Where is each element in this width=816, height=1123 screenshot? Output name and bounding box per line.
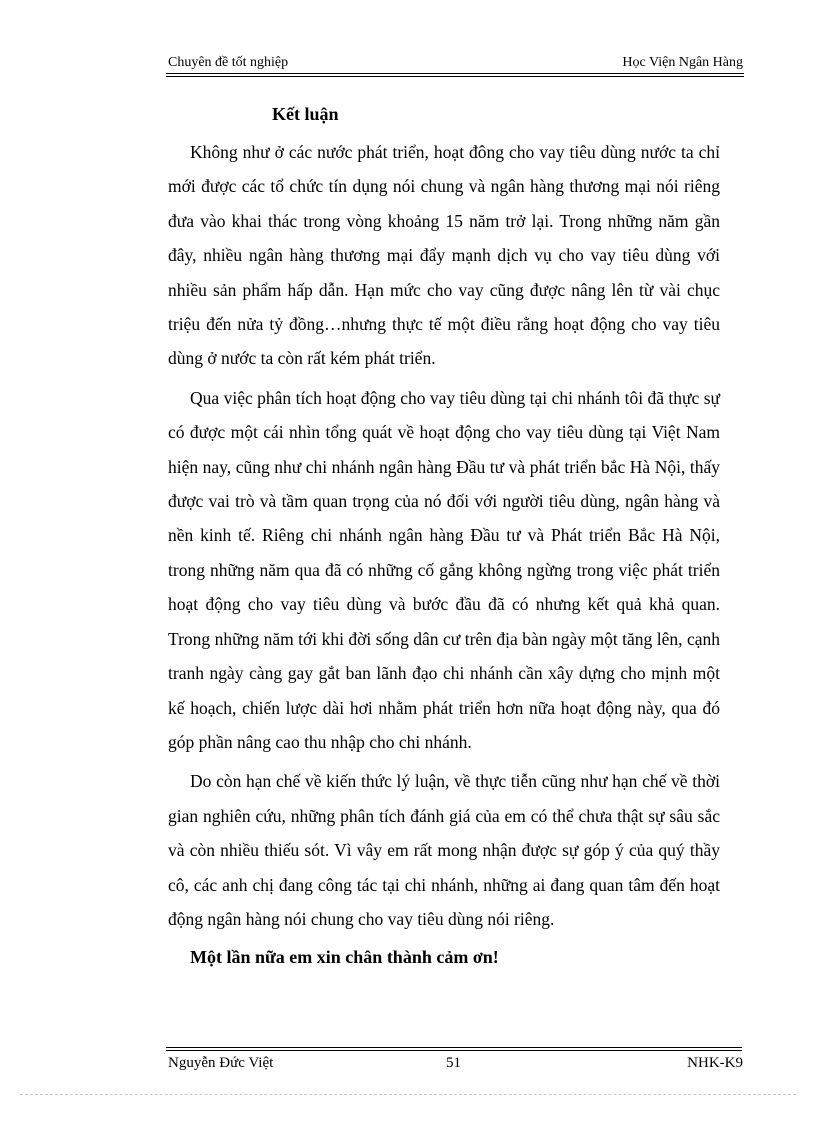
footer-class-code: NHK-K9 [687, 1055, 743, 1071]
footer-page-number: 51 [446, 1055, 461, 1071]
section-heading: Kết luận [272, 104, 339, 124]
page-bottom-edge [20, 1094, 796, 1095]
footer-rule-bottom [166, 1050, 742, 1051]
paragraph-2: Qua việc phân tích hoạt động cho vay tiêu dùng tại chi nhánh tôi đã thực sự có được một cái nhìn tổng quát về hoạt động cho vay tiêu dùng tại Việt Nam hiện nay, cũng như chi nhánh ngân hàng Đầu tư và phát triển bắc Hà Nội, thấy được vai trò và tầm quan trọng của nó đối với người tiêu dùng, ngân hàng và nền kinh tế. Riêng chi nhánh ngân hàng Đầu tư và Phát triển Bắc Hà Nội, trong những năm qua đã có những cố gắng không ngừng trong việc phát triển hoạt động cho vay tiêu dùng và bước đầu đã có nhưng kết quả khả quan. Trong những năm tới khi đời sống dân cư trên địa bàn ngày một tăng lên, cạnh tranh ngày càng gay gắt ban lãnh đạo chi nhánh cần xây dựng cho mịnh một kế hoạch, chiến lược dài hơi nhằm phát triển hơn nữa hoạt động này, qua đó góp phần nâng cao thu nhập cho chi nhánh. [168, 387, 720, 752]
paragraph-3: Do còn hạn chế về kiến thức lý luận, về thực tiễn cũng như hạn chế về thời gian nghiên cứu, những phân tích đánh giá của em có thể chưa thật sự sâu sắc và còn nhiều thiếu sót. Vì vây em rất mong nhận được sự góp ý của quý thầy cô, các anh chị đang công tác tại chi nhánh, những ai đang quan tâm đến hoạt động ngân hàng nói chung cho vay tiêu dùng nói riêng. [168, 771, 720, 929]
closing-line: Một lần nữa em xin chân thành cảm ơn! [190, 947, 499, 968]
header-rule-top [166, 73, 744, 74]
header-right-title: Học Viện Ngân Hàng [622, 55, 743, 70]
footer-rule-top [166, 1047, 742, 1048]
page-body [168, 101, 720, 972]
footer-author: Nguyễn Đức Việt [168, 1055, 274, 1071]
header-rule-bottom [166, 76, 744, 77]
paragraph-1: Không như ở các nước phát triển, hoạt đông cho vay tiêu dùng nước ta chỉ mới được các tổ chức tín dụng nói chung và ngân hàng thương mại nói riêng đưa vào khai thác trong vòng khoảng 15 năm trở lại. Trong những năm gần đây, nhiều ngân hàng thương mại đẩy mạnh dịch vụ cho vay tiêu dùng với nhiều sản phẩm hấp dẫn. Hạn mức cho vay cũng được nâng lên từ vài chục triệu đến nửa tỷ đồng…nhưng thực tế một điều rằng hoạt động cho vay tiêu dùng ở nước ta còn rất kém phát triển. [168, 142, 720, 369]
header-left-title: Chuyên đề tốt nghiệp [168, 55, 289, 70]
